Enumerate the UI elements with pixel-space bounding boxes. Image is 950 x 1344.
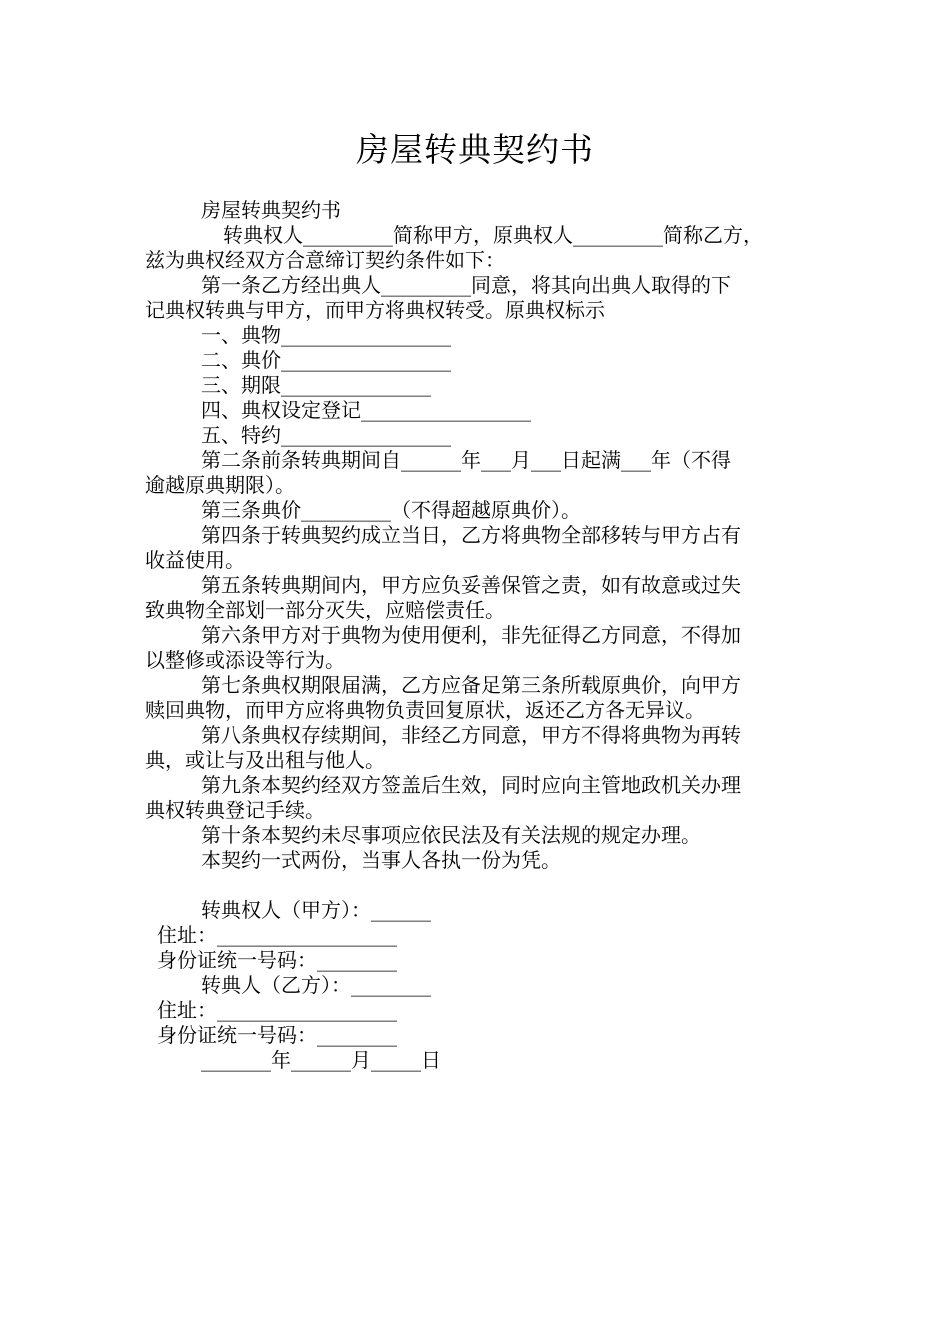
article-6-cont: 以整修或添设等行为。 bbox=[145, 648, 345, 672]
article-9: 第九条本契约经双方签盖后生效，同时应向主管地政机关办理 bbox=[201, 773, 741, 797]
article-5: 第五条转典期间内，甲方应负妥善保管之责，如有故意或过失 bbox=[201, 573, 741, 597]
party-a-signature: 转典权人（甲方）：______ bbox=[201, 898, 431, 922]
subtitle-line: 房屋转典契约书 bbox=[201, 198, 341, 222]
signing-date: _______年______月_____日 bbox=[201, 1048, 441, 1072]
parties-line-cont: 兹为典权经双方合意缔订契约条件如下： bbox=[145, 248, 505, 272]
party-b-signature: 转典人（乙方）：________ bbox=[201, 973, 431, 997]
article-2-cont: 逾越原典期限）。 bbox=[145, 473, 295, 497]
item-5: 五、特约_________________ bbox=[201, 423, 451, 447]
article-10: 第十条本契约未尽事项应依民法及有关法规的规定办理。 bbox=[201, 823, 701, 847]
article-5-cont: 致典物全部划一部分灭失，应赔偿责任。 bbox=[145, 598, 505, 622]
article-7: 第七条典权期限届满，乙方应备足第三条所载原典价，向甲方 bbox=[201, 673, 741, 697]
party-b-id-number: 身份证统一号码：________ bbox=[157, 1023, 397, 1047]
article-7-cont: 赎回典物，而甲方应将典物负责回复原状，返还乙方各无异议。 bbox=[145, 698, 705, 722]
article-2: 第二条前条转典期间自______年___月___日起满___年（不得 bbox=[201, 448, 731, 472]
article-9-cont: 典权转典登记手续。 bbox=[145, 798, 325, 822]
article-4-cont: 收益使用。 bbox=[145, 548, 245, 572]
party-a-id-number: 身份证统一号码：________ bbox=[157, 948, 397, 972]
item-3: 三、期限_______________ bbox=[201, 373, 431, 397]
document-body bbox=[145, 198, 815, 1073]
article-1: 第一条乙方经出典人_________同意，将其向出典人取得的下 bbox=[201, 273, 731, 297]
party-a-address: 住址：__________________ bbox=[157, 923, 397, 947]
document-title: 房屋转典契约书 bbox=[356, 130, 594, 169]
article-3: 第三条典价_________（不得超越原典价）。 bbox=[201, 498, 581, 522]
party-b-address: 住址：__________________ bbox=[157, 998, 397, 1022]
spacer bbox=[145, 873, 815, 898]
article-6: 第六条甲方对于典物为使用便利，非先征得乙方同意，不得加 bbox=[201, 623, 741, 647]
item-2: 二、典价_________________ bbox=[201, 348, 451, 372]
item-1: 一、典物_________________ bbox=[201, 323, 451, 347]
copies-clause: 本契约一式两份，当事人各执一份为凭。 bbox=[201, 848, 561, 872]
item-4: 四、典权设定登记_________________ bbox=[201, 398, 531, 422]
parties-line: 转典权人_________简称甲方，原典权人_________简称乙方， bbox=[223, 223, 763, 247]
article-8: 第八条典权存续期间，非经乙方同意，甲方不得将典物为再转 bbox=[201, 723, 741, 747]
article-4: 第四条于转典契约成立当日，乙方将典物全部移转与甲方占有 bbox=[201, 523, 741, 547]
article-1-cont: 记典权转典与甲方，而甲方将典权转受。原典权标示 bbox=[145, 298, 605, 322]
article-8-cont: 典，或让与及出租与他人。 bbox=[145, 748, 385, 772]
